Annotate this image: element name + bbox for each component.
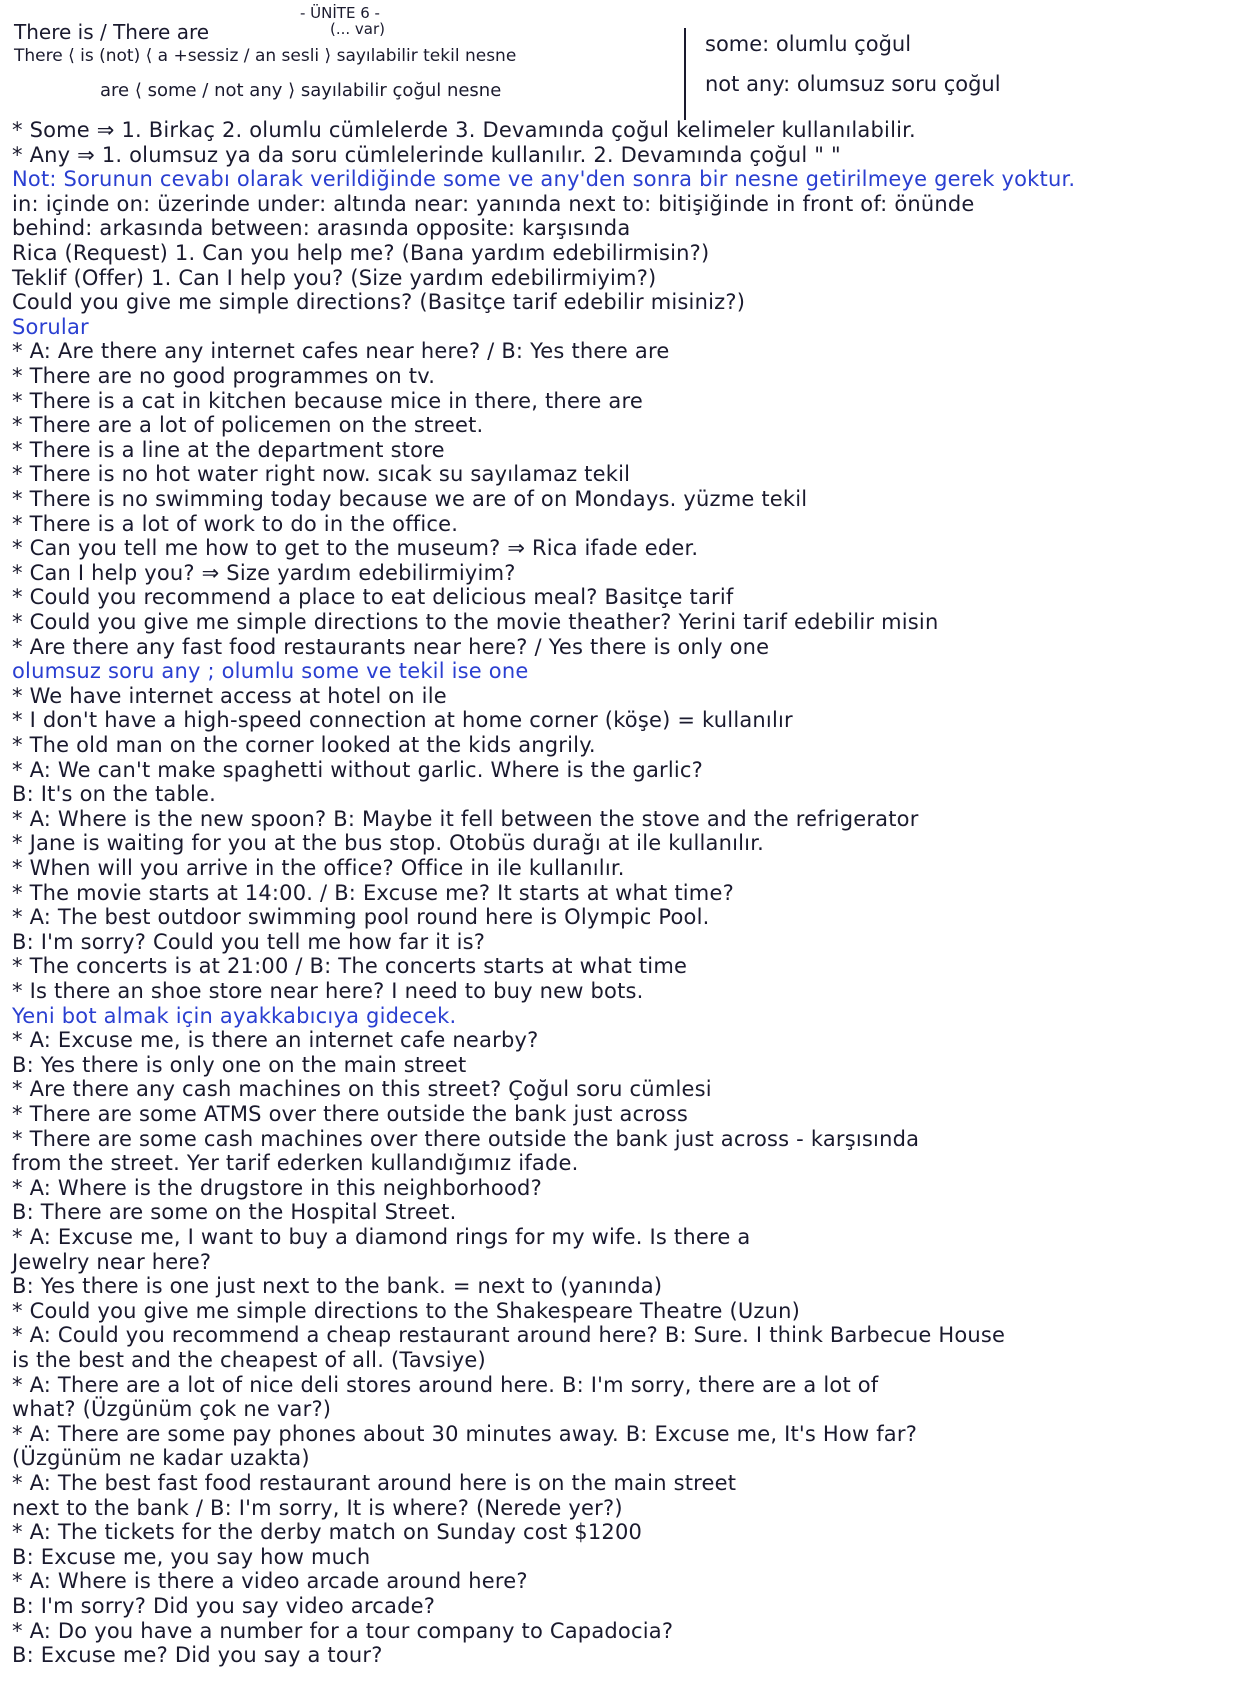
note-line: * Any ⇒ 1. olumsuz ya da soru cümlelerinde kullanılır. 2. Devamında çoğul " " xyxy=(12,142,841,167)
note-line: * A: There are a lot of nice deli stores around here. B: I'm sorry, there are a lot of xyxy=(12,1372,879,1397)
note-line: * A: Are there any internet cafes near here? / B: Yes there are xyxy=(12,339,670,364)
note-line: Not: Sorunun cevabı olarak verildiğinde some ve any'den sonra bir nesne getirilmeye gerek yoktur. xyxy=(12,167,1076,192)
note-line: * Jane is waiting for you at the bus stop. Otobüs durağı at ile kullanılır. xyxy=(12,831,764,856)
note-line: * Can you tell me how to get to the museum? ⇒ Rica ifade eder. xyxy=(12,536,699,561)
note-line: * Are there any cash machines on this street? Çoğul soru cümlesi xyxy=(12,1077,712,1102)
note-line: B: It's on the table. xyxy=(12,782,217,807)
note-line: * A: Excuse me, is there an internet cafe nearby? xyxy=(12,1028,539,1053)
note-line: B: I'm sorry? Could you tell me how far it is? xyxy=(12,929,486,954)
note-line: * There is no hot water right now. sıcak su sayılamaz tekil xyxy=(12,462,631,487)
note-line: * The movie starts at 14:00. / B: Excuse me? It starts at what time? xyxy=(12,880,734,905)
note-line: * There is no swimming today because we are of on Mondays. yüzme tekil xyxy=(12,487,808,511)
note-line: * Is there an shoe store near here? I need to buy new bots. xyxy=(12,979,644,1003)
note-line: * A: Where is there a video arcade around here? xyxy=(12,1569,528,1594)
header-right-1: some: olumlu çoğul xyxy=(705,32,912,56)
note-line: * There are no good programmes on tv. xyxy=(12,364,436,388)
note-line: Sorular xyxy=(12,314,89,339)
note-line: * There is a line at the department store xyxy=(12,437,445,462)
note-line: * A: The best fast food restaurant around here is on the main street xyxy=(12,1471,737,1495)
note-line: * A: We can't make spaghetti without garlic. Where is the garlic? xyxy=(12,757,704,782)
note-line: * Are there any fast food restaurants near here? / Yes there is only one xyxy=(12,634,770,659)
note-line: what? (Üzgünüm çok ne var?) xyxy=(12,1397,332,1422)
note-line: is the best and the cheapest of all. (Tavsiye) xyxy=(12,1348,486,1372)
header-line-2: There ⟨ is (not) ⟨ a +sessiz / an sesli ⟩ sayılabilir tekil nesne xyxy=(14,46,517,66)
note-line: * A: Where is the drugstore in this neighborhood? xyxy=(12,1175,542,1200)
note-line: B: There are some on the Hospital Street. xyxy=(12,1200,457,1225)
note-line: behind: arkasında between: arasında opposite: karşısında xyxy=(12,216,631,241)
note-line: B: Yes there is one just next to the bank. = next to (yanında) xyxy=(12,1274,663,1299)
note-line: B: Excuse me? Did you say a tour? xyxy=(12,1643,383,1668)
note-line: * There is a cat in kitchen because mice in there, there are xyxy=(12,388,643,413)
note-line: * We have internet access at hotel on ile xyxy=(12,683,447,708)
note-line: * A: Do you have a number for a tour company to Capadocia? xyxy=(12,1618,674,1643)
note-line: * A: There are some pay phones about 30 minutes away. B: Excuse me, It's How far? xyxy=(12,1421,918,1446)
note-line: * Can I help you? ⇒ Size yardım edebilirmiyim? xyxy=(12,560,516,585)
note-line: Teklif (Offer) 1. Can I help you? (Size yardım edebilirmiyim?) xyxy=(12,265,657,290)
note-line: * Could you recommend a place to eat delicious meal? Basitçe tarif xyxy=(12,585,734,610)
note-line: B: Excuse me, you say how much xyxy=(12,1544,371,1569)
var-note: (... var) xyxy=(330,20,386,38)
note-line: B: Yes there is only one on the main street xyxy=(12,1052,467,1077)
note-line: * The old man on the corner looked at the kids angrily. xyxy=(12,733,596,757)
note-line: Yeni bot almak için ayakkabıcıya gidecek. xyxy=(12,1003,457,1028)
unit-title: - ÜNİTE 6 - xyxy=(300,4,380,22)
note-line: * A: The tickets for the derby match on Sunday cost $1200 xyxy=(12,1520,643,1545)
note-line: * I don't have a high-speed connection at home corner (köşe) = kullanılır xyxy=(12,708,793,733)
note-line: in: içinde on: üzerinde under: altında near: yanında next to: bitişiğinde in front of: önünde xyxy=(12,191,975,216)
note-line: * Some ⇒ 1. Birkaç 2. olumlu cümlelerde 3. Devamında çoğul kelimeler kullanılabilir. xyxy=(12,118,916,142)
note-line: * A: Could you recommend a cheap restaurant around here? B: Sure. I think Barbecue House xyxy=(12,1323,1006,1348)
note-line: * There are a lot of policemen on the street. xyxy=(12,413,484,438)
note-line: * A: The best outdoor swimming pool round here is Olympic Pool. xyxy=(12,905,710,930)
note-line: Jewelry near here? xyxy=(12,1249,212,1274)
note-line: * The concerts is at 21:00 / B: The concerts starts at what time xyxy=(12,954,688,979)
note-line: * There are some cash machines over there outside the bank just across - karşısında xyxy=(12,1126,920,1151)
note-line: * When will you arrive in the office? Office in ile kullanılır. xyxy=(12,856,625,880)
header-line-1: There is / There are xyxy=(14,20,210,44)
note-line: from the street. Yer tarif ederken kullandığımız ifade. xyxy=(12,1151,579,1176)
note-line: * Could you give me simple directions to the movie theather? Yerini tarif edebilir misin xyxy=(12,610,939,634)
note-line: * There are some ATMS over there outside the bank just across xyxy=(12,1102,688,1126)
header-divider xyxy=(684,28,686,120)
note-line: (Üzgünüm ne kadar uzakta) xyxy=(12,1446,310,1471)
header-line-3: are ⟨ some / not any ⟩ sayılabilir çoğul nesne xyxy=(100,80,502,101)
note-line: Could you give me simple directions? (Basitçe tarif edebilir misiniz?) xyxy=(12,290,746,315)
note-line: * There is a lot of work to do in the office. xyxy=(12,511,459,536)
note-line: Rica (Request) 1. Can you help me? (Bana yardım edebilirmisin?) xyxy=(12,241,710,265)
note-line: next to the bank / B: I'm sorry, It is where? (Nerede yer?) xyxy=(12,1495,623,1520)
note-line: * A: Excuse me, I want to buy a diamond rings for my wife. Is there a xyxy=(12,1225,751,1249)
note-line: olumsuz soru any ; olumlu some ve tekil ise one xyxy=(12,659,529,684)
note-line: B: I'm sorry? Did you say video arcade? xyxy=(12,1594,436,1618)
note-line: * Could you give me simple directions to the Shakespeare Theatre (Uzun) xyxy=(12,1298,801,1323)
header-right-2: not any: olumsuz soru çoğul xyxy=(705,72,1001,96)
note-line: * A: Where is the new spoon? B: Maybe it fell between the stove and the refrigerator xyxy=(12,806,919,831)
